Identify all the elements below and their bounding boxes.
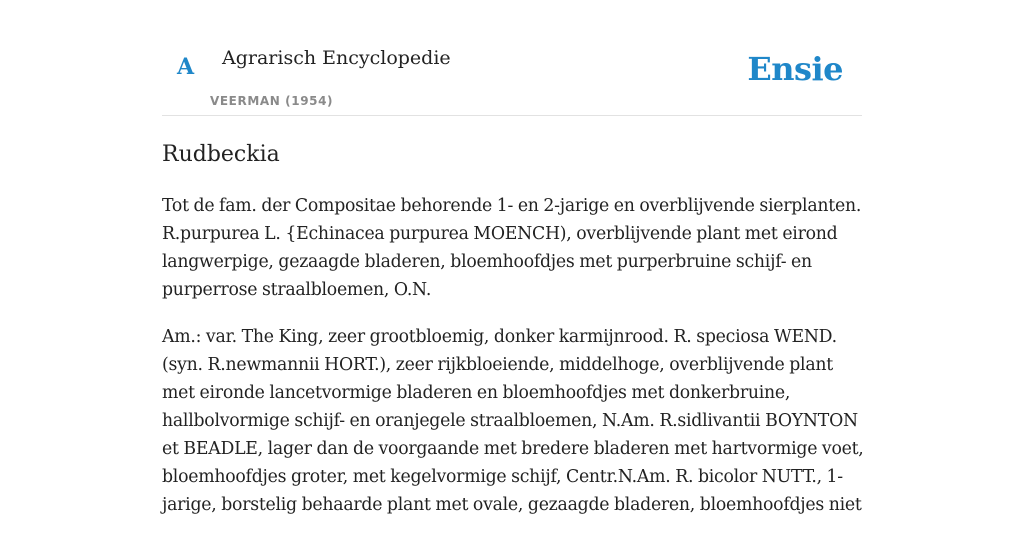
page [162, 0, 864, 515]
book-subtitle: VEERMAN (1954) [210, 94, 334, 108]
book-title[interactable]: Agrarisch Encyclopedie [222, 47, 451, 69]
ensie-logo[interactable]: Ensie [747, 50, 843, 88]
header [162, 0, 862, 116]
entry-title: Rudbeckia [162, 142, 280, 167]
body-paragraph: Am.: var. The King, zeer grootbloemig, donker karmijnrood. R. speciosa WEND. (syn. R.newmannii HORT.), zeer rijkbloeiende, middelhoge, overblijvende plant met eironde lancetvormige bladeren en bloemhoofdjes met donkerbruine, hallbolvormige schijf- en oranjegele straalbloemen, N.Am. R.sidlivantii BOYNTON et BEADLE, lager dan de voorgaande met bredere bladeren met hartvormige voet, bloemhoofdjes groter, met kegelvormige schijf, Centr.N.Am. R. bicolor NUTT., 1-jarige, borstelig behaarde plant met ovale, gezaagde bladeren, bloemhoofdjes niet [162, 327, 864, 515]
entry-body [162, 192, 868, 538]
body-paragraph: Tot de fam. der Compositae behorende 1- en 2-jarige en overblijvende sierplanten. R.purpurea L. {Echinacea purpurea MOENCH), overblijvende plant met eirond langwerpige, gezaagde bladeren, bloemhoofdjes met purperbruine schijf- en purperrose straalbloemen, O.N. [162, 196, 862, 300]
index-letter[interactable]: A [177, 54, 195, 80]
